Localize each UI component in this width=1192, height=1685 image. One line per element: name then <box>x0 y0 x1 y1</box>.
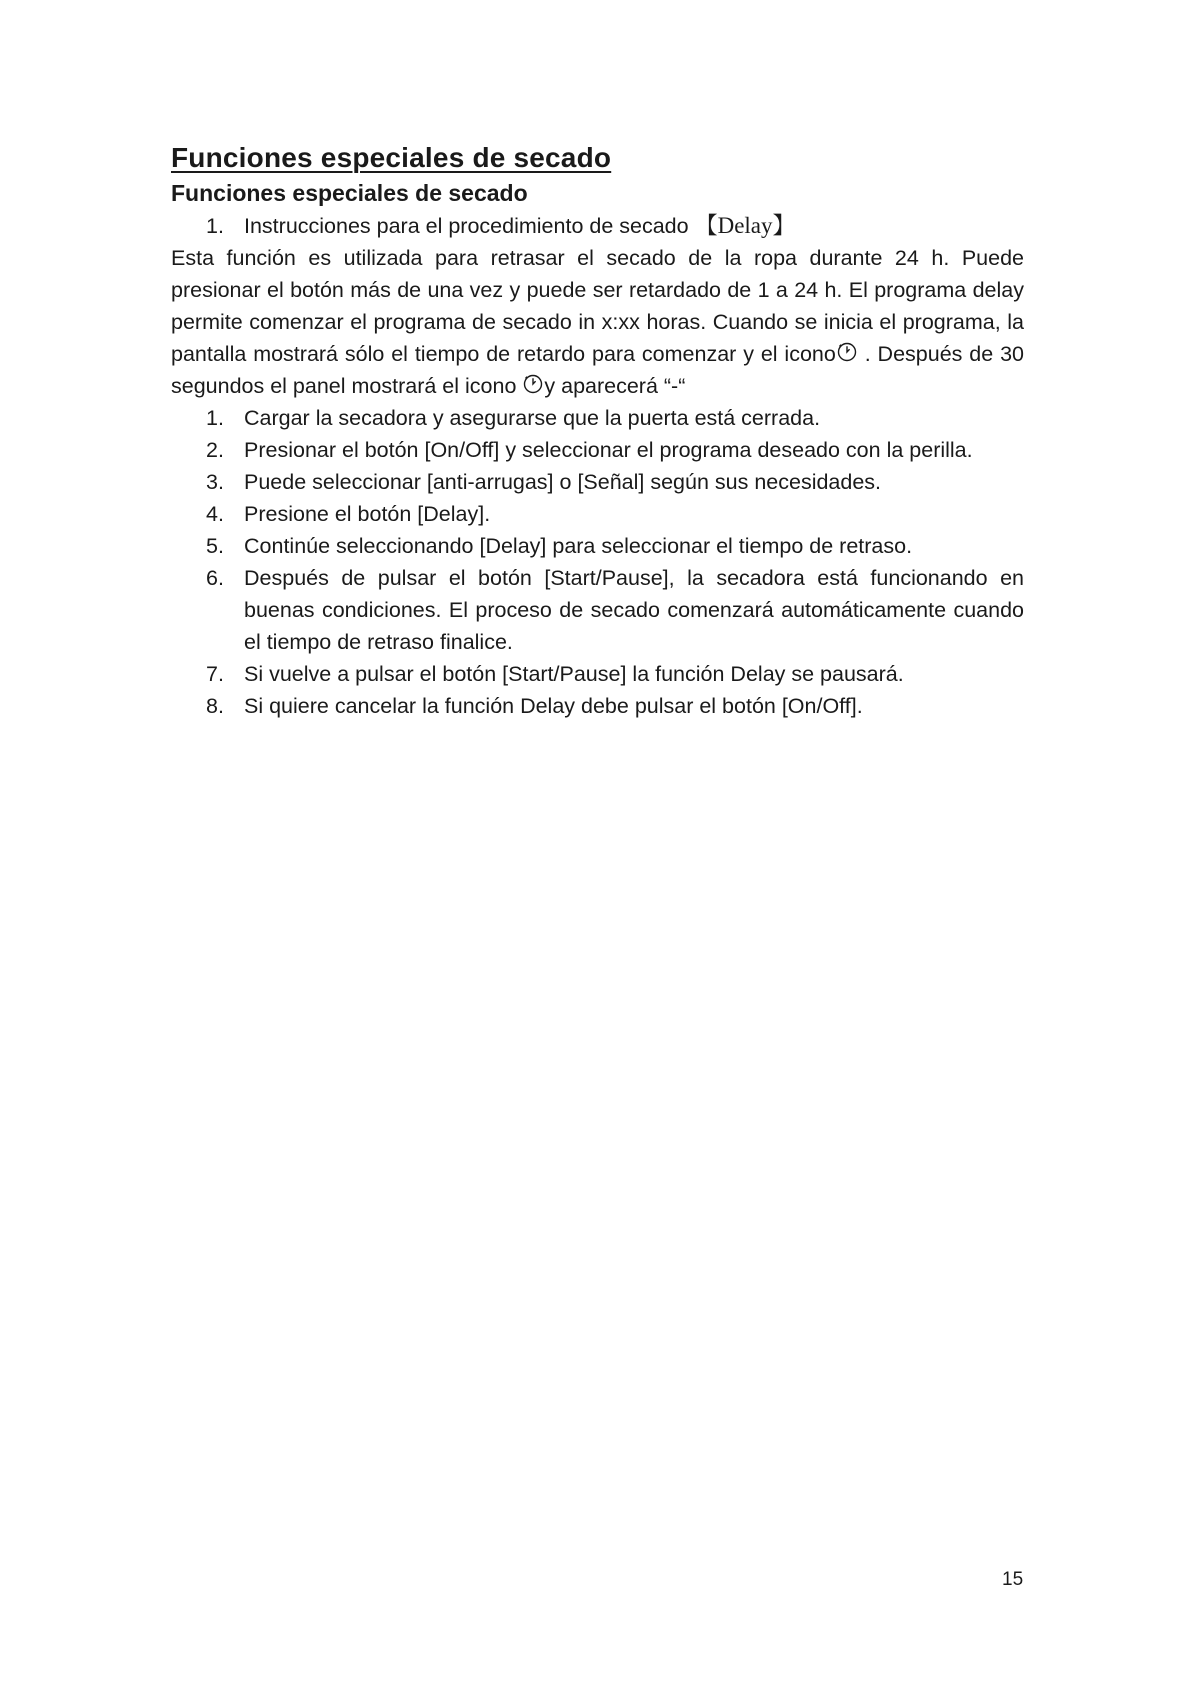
paragraph-part-3: y aparecerá “-“ <box>544 374 686 398</box>
step-text: Después de pulsar el botón [Start/Pause], la secadora está funcionando en buenas condiciones. El proceso de secado comenzará automáticamente cuando el tiempo de retraso finalice. <box>244 566 1024 654</box>
section-subtitle: Funciones especiales de secado <box>171 180 528 206</box>
list-item <box>171 498 1024 530</box>
document-page <box>171 140 1024 722</box>
paragraph-part-2: . Después de 30 segundos el panel mostrará el icono <box>171 342 1024 398</box>
step-number: 1. <box>206 406 224 430</box>
description-paragraph <box>171 242 1024 402</box>
step-text: Presione el botón [Delay]. <box>244 502 491 526</box>
step-text: Si vuelve a pulsar el botón [Start/Pause] la función Delay se pausará. <box>244 662 904 686</box>
step-number: 4. <box>206 502 224 526</box>
intro-item-label: Instrucciones para el procedimiento de secado <box>244 214 695 238</box>
clock-icon <box>522 373 544 395</box>
step-number: 6. <box>206 566 224 590</box>
list-item <box>171 402 1024 434</box>
intro-item-number: 1. <box>206 214 224 238</box>
list-item <box>171 658 1024 690</box>
delay-tag: 【Delay】 <box>694 213 796 238</box>
intro-item-text <box>244 210 796 242</box>
step-number: 8. <box>206 694 224 718</box>
step-number: 5. <box>206 534 224 558</box>
step-text: Continúe seleccionando [Delay] para seleccionar el tiempo de retraso. <box>244 534 913 558</box>
step-text: Cargar la secadora y asegurarse que la puerta está cerrada. <box>244 406 821 430</box>
step-number: 2. <box>206 438 224 462</box>
paragraph-part-1: Esta función es utilizada para retrasar el secado de la ropa durante 24 h. Puede presionar el botón más de una vez y puede ser retardado de 1 a 24 h. El programa delay permite comenzar el programa de secado in x:xx horas. Cuando se inicia el programa, la pantalla mostrará sólo el tiempo de retardo para comenzar y el icono <box>171 246 1024 366</box>
step-text: Presionar el botón [On/Off] y seleccionar el programa deseado con la perilla. <box>244 438 973 462</box>
step-number: 3. <box>206 470 224 494</box>
clock-icon <box>836 341 858 363</box>
page-title: Funciones especiales de secado <box>171 142 612 173</box>
list-item <box>171 466 1024 498</box>
step-text: Puede seleccionar [anti-arrugas] o [Señal] según sus necesidades. <box>244 470 882 494</box>
step-text: Si quiere cancelar la función Delay debe pulsar el botón [On/Off]. <box>244 694 863 718</box>
page-number: 15 <box>1002 1569 1024 1590</box>
list-item <box>171 562 1024 658</box>
steps-list <box>171 402 1024 722</box>
intro-list-item <box>171 210 1024 242</box>
list-item <box>171 690 1024 722</box>
list-item <box>171 434 1024 466</box>
step-number: 7. <box>206 662 224 686</box>
list-item <box>171 530 1024 562</box>
